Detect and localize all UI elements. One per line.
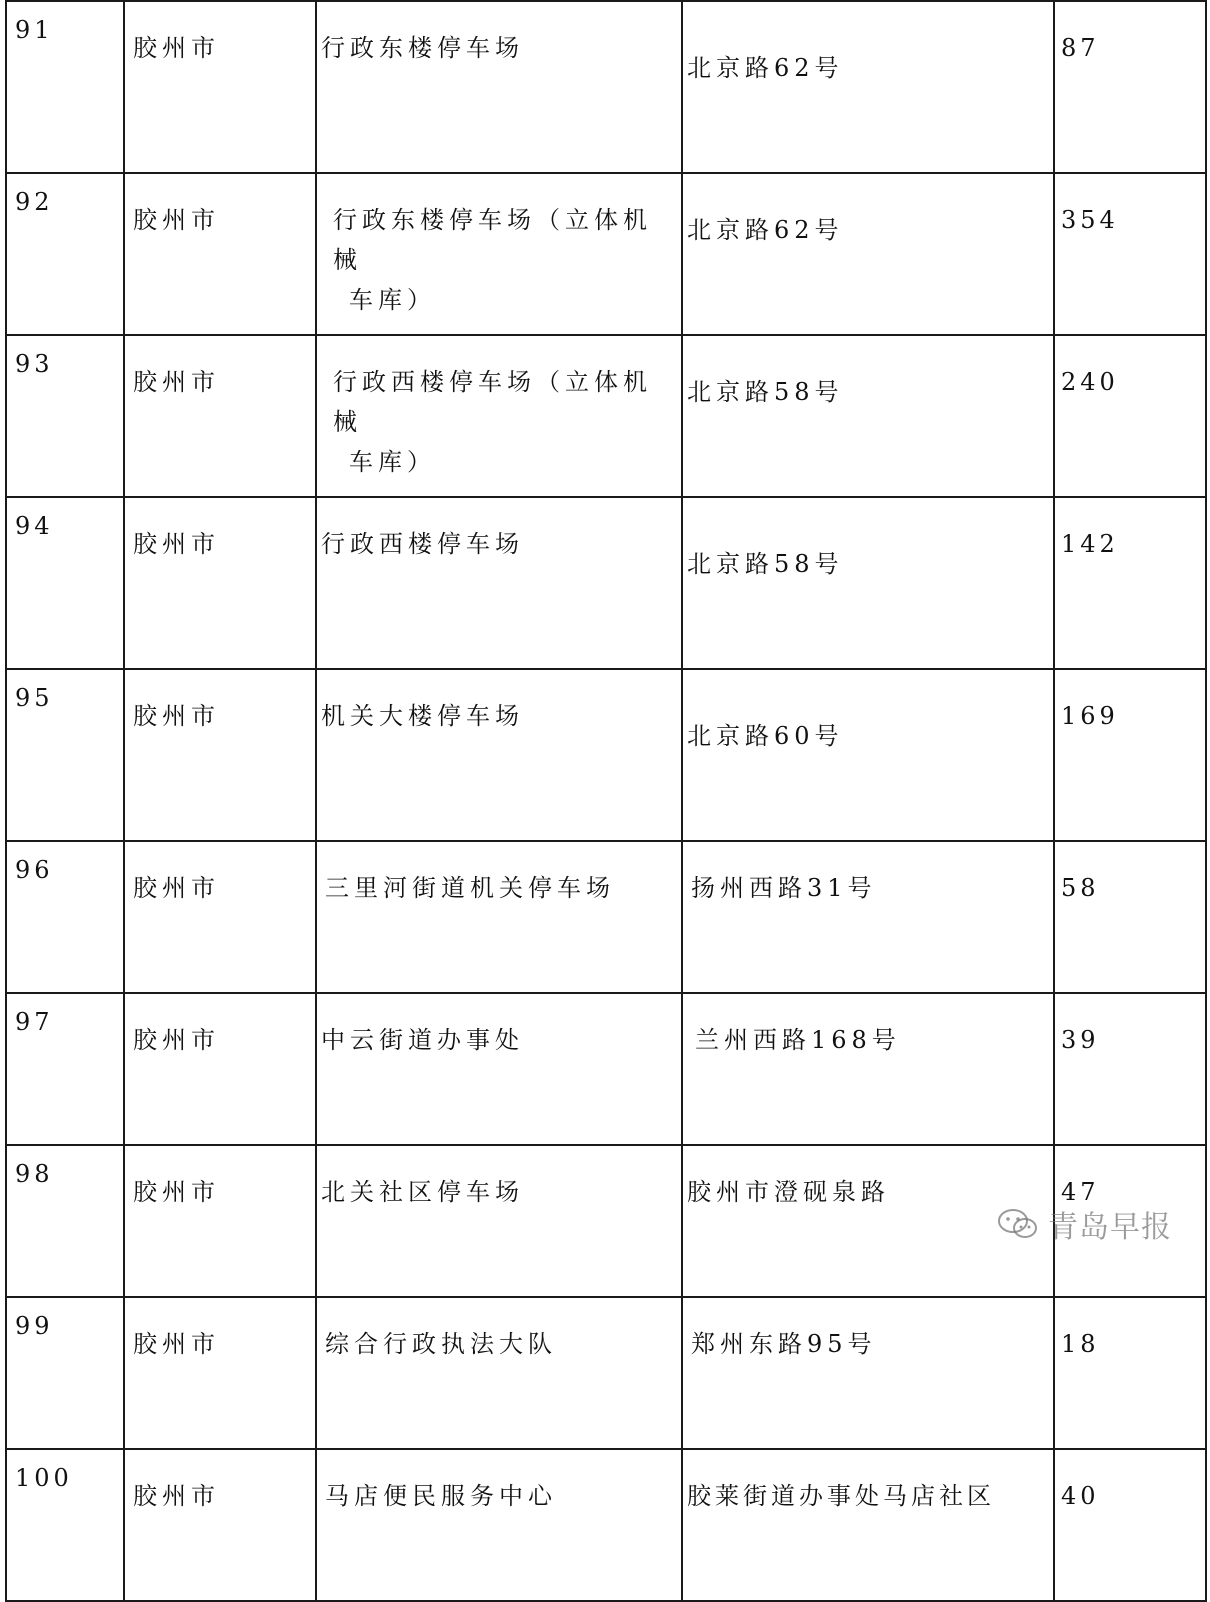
row-number: 91 — [6, 1, 124, 173]
parking-name: 马店便民服务中心 — [325, 1482, 557, 1510]
parking-name-continued: 车库） — [349, 286, 436, 314]
space-count-cell: 87 — [1054, 1, 1206, 173]
space-count-cell: 47 — [1054, 1145, 1206, 1297]
space-count-cell: 354 — [1054, 173, 1206, 335]
parking-name: 机关大楼停车场 — [321, 702, 524, 730]
row-number: 99 — [6, 1297, 124, 1449]
parking-name-cell — [316, 1, 682, 173]
space-count-cell: 142 — [1054, 497, 1206, 669]
parking-name: 行政东楼停车场（立体机械 — [333, 206, 652, 274]
table-row — [6, 173, 1206, 335]
city-cell: 胶州市 — [124, 993, 316, 1145]
parking-name-cell — [316, 669, 682, 841]
row-number: 96 — [6, 841, 124, 993]
parking-name: 北关社区停车场 — [321, 1178, 524, 1206]
parking-name: 行政西楼停车场 — [321, 530, 524, 558]
row-number: 92 — [6, 173, 124, 335]
space-count-cell: 39 — [1054, 993, 1206, 1145]
city-cell: 胶州市 — [124, 1, 316, 173]
row-number: 98 — [6, 1145, 124, 1297]
address-cell: 兰州西路168号 — [682, 993, 1054, 1145]
parking-name-cell — [316, 173, 682, 335]
city-cell: 胶州市 — [124, 669, 316, 841]
parking-name-cell — [316, 497, 682, 669]
space-count-cell: 240 — [1054, 335, 1206, 497]
address-cell: 胶州市澄砚泉路 — [682, 1145, 1054, 1297]
parking-lot-table — [5, 0, 1207, 1602]
row-number: 100 — [6, 1449, 124, 1601]
space-count-cell: 18 — [1054, 1297, 1206, 1449]
table-row — [6, 335, 1206, 497]
table-row — [6, 497, 1206, 669]
parking-name: 综合行政执法大队 — [325, 1330, 557, 1358]
city-cell: 胶州市 — [124, 497, 316, 669]
table-row — [6, 993, 1206, 1145]
address-cell: 北京路58号 — [682, 335, 1054, 497]
parking-name-cell — [316, 1449, 682, 1601]
row-number: 97 — [6, 993, 124, 1145]
watermark — [996, 1202, 1172, 1246]
parking-name: 中云街道办事处 — [321, 1026, 524, 1054]
city-cell: 胶州市 — [124, 1297, 316, 1449]
address-cell: 郑州东路95号 — [682, 1297, 1054, 1449]
table-row — [6, 1, 1206, 173]
parking-name-cell — [316, 1297, 682, 1449]
parking-name: 行政西楼停车场（立体机械 — [333, 368, 652, 436]
city-cell: 胶州市 — [124, 173, 316, 335]
parking-name-cell — [316, 841, 682, 993]
address-cell: 北京路60号 — [682, 669, 1054, 841]
parking-name-cell — [316, 993, 682, 1145]
address-cell: 胶莱街道办事处马店社区 — [682, 1449, 1054, 1601]
parking-name-cell — [316, 335, 682, 497]
table-row — [6, 669, 1206, 841]
parking-name-cell — [316, 1145, 682, 1297]
table-row — [6, 1297, 1206, 1449]
wechat-icon — [996, 1207, 1040, 1241]
space-count-cell: 169 — [1054, 669, 1206, 841]
address-cell: 北京路62号 — [682, 173, 1054, 335]
space-count-cell: 40 — [1054, 1449, 1206, 1601]
table-row — [6, 841, 1206, 993]
row-number: 94 — [6, 497, 124, 669]
city-cell: 胶州市 — [124, 335, 316, 497]
parking-name-continued: 车库） — [349, 448, 436, 476]
address-cell: 北京路58号 — [682, 497, 1054, 669]
row-number: 93 — [6, 335, 124, 497]
city-cell: 胶州市 — [124, 1145, 316, 1297]
watermark-text: 青岛早报 — [1048, 1210, 1172, 1245]
city-cell: 胶州市 — [124, 841, 316, 993]
address-cell: 扬州西路31号 — [682, 841, 1054, 993]
space-count-cell: 58 — [1054, 841, 1206, 993]
table-row — [6, 1449, 1206, 1601]
address-cell: 北京路62号 — [682, 1, 1054, 173]
row-number: 95 — [6, 669, 124, 841]
parking-name: 三里河街道机关停车场 — [325, 874, 615, 902]
parking-name: 行政东楼停车场 — [321, 34, 524, 62]
city-cell: 胶州市 — [124, 1449, 316, 1601]
